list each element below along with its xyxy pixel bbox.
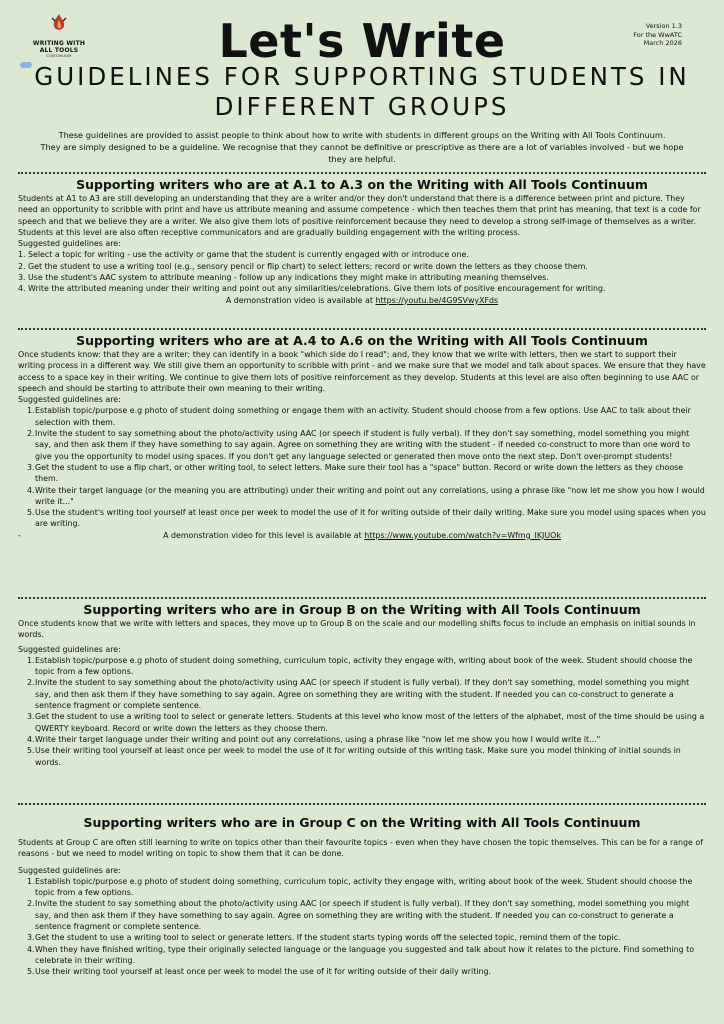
demo-video-line (18, 530, 706, 541)
list-item (18, 898, 706, 932)
list-item (18, 272, 706, 283)
demo-video-link[interactable]: https://youtu.be/4G9SVwyXFds (375, 295, 499, 305)
list-number: 4. (27, 485, 35, 495)
guidelines-list (18, 876, 706, 978)
section-paragraph: Once students know that we write with letters and spaces, they move up to Group B on the scale and our modelling shifts focus to include an emphasis on initial sounds in words. (18, 619, 696, 640)
list-number: 2. (27, 899, 35, 909)
list-number: 2. (27, 429, 35, 439)
list-number: 4. (27, 734, 35, 744)
list-item (18, 405, 706, 428)
list-number: 1. (18, 250, 26, 260)
section-heading: Supporting writers who are in Group C on the Writing with All Tools Continuum (83, 815, 641, 830)
guidelines-label: Suggested guidelines are: (18, 239, 121, 249)
demo-text: A demonstration video is available at (225, 295, 376, 305)
page-title: Let's Write (218, 14, 506, 68)
demo-video-link[interactable]: https://www.youtube.com/watch?v=Wfmg_IKJUOk (364, 530, 561, 540)
list-item-text: Use the student's AAC system to attribute meaning - follow up any indications they might make in attributing meaning themselves. (28, 273, 549, 283)
logo-line-1: WRITING WITH (32, 40, 86, 47)
guidelines-label: Suggested guidelines are: (18, 395, 121, 405)
guidelines-label: Suggested guidelines are: (18, 865, 121, 875)
list-item-text: Use their writing tool yourself at least once per week to model the use of it for writing outside of their daily writing. (35, 967, 491, 977)
list-item (18, 966, 706, 977)
section-a1-a3 (18, 177, 706, 306)
list-number: 1. (27, 406, 35, 416)
section-heading: Supporting writers who are in Group B on the Writing with All Tools Continuum (83, 602, 641, 617)
intro-line-2: They are simply designed to be a guideline. We recognise that they cannot be definitive or prescriptive as there are a lot of variables involved - but we hope they are helpful. (40, 142, 684, 164)
list-item (18, 734, 706, 745)
page-subtitle (0, 62, 724, 122)
list-number: 2. (27, 678, 35, 688)
section-divider (18, 803, 706, 805)
guidelines-list (18, 249, 706, 294)
list-item (18, 428, 706, 462)
section-divider (18, 597, 706, 599)
list-number: 5. (27, 967, 35, 977)
list-item-text: Get the student to use a flip chart, or other writing tool, to select letters. Make sure their tool has a "space" button. Record or write down the letters as they choose them. (35, 462, 684, 484)
list-item-text: Get the student to use a writing tool (e.g., sensory pencil or flip chart) to select letters; record or write down the letters as they choose them. (28, 261, 588, 271)
list-item (18, 677, 706, 711)
guidelines-list (18, 405, 706, 529)
version-date: March 2026 (643, 39, 682, 47)
section-paragraph: Students at A1 to A3 are still developing an understanding that they are a writer and/or they don't understand that there is a difference between print and picture. They need an opportunity to scribble with print and have us attribute meaning and assume competence - which then teaches them that print has meaning, that text is a code for speech and that we believe they are a writer. We also give them lots of positive reinforcement because they need to develop a strong self-image of themselves as a writer. Students at this level are also often receptive communicators and are gradually building engagement with the writing process. (18, 194, 701, 237)
section-paragraph: Once students know: that they are a writer; they can identify in a book "which side do I read"; and, they know that we write with letters, then we start to support their writing process in a different way. We still give them an opportunity to scribble with print - and we make sure that we model and talk about spaces. We ensure that they have access to a space key in their writing. We continue to give them lots of positive reinforcement as they develop. Students at this level are also often beginning to use AAC or speech and should be starting to attribute their own meaning to their writing. (18, 350, 706, 393)
subtitle-line-2: DIFFERENT GROUPS (214, 92, 510, 121)
list-number: 3. (27, 462, 35, 472)
list-item (18, 745, 706, 768)
logo-line-3: CONTINUUM (46, 54, 72, 58)
list-number: 4. (27, 944, 35, 954)
list-item-text: Get the student to use a writing tool to select or generate letters. Students at this level who know most of the letters of the alphabet, most of the time should be using a QWERTY keyboard. Record or write down the letters as they choose them. (35, 712, 705, 733)
list-item-text: Invite the student to say something about the photo/activity using AAC (or speech if student is fully verbal). If they don't say something, model something you might say, and then ask them if they have something to say again. Agree on something they are writing with the student. If needed you can co-construct to generate a sentence fragment or complete sentence. (35, 678, 690, 711)
list-item-text: Write the attributed meaning under their writing and point out any similarities/celebrations. Give them lots of positive encouragement for writing. (28, 284, 606, 294)
list-item-text: Get the student to use a writing tool to select or generate letters. If the student starts typing words off the selected topic, remind them of the topic. (35, 933, 621, 943)
list-item-text: Use their writing tool yourself at least once per week to model the use of it for writing outside of this writing task. Make sure you model thinking of initial sounds in words. (35, 746, 681, 767)
logo-line-2: ALL TOOLS (39, 47, 79, 54)
list-number: 3. (18, 273, 26, 283)
intro-line-1: These guidelines are provided to assist people to think about how to write with students in different groups on the Writing with All Tools Continuum. (58, 130, 666, 140)
list-item-text: Establish topic/purpose e.g photo of student doing something, curriculum topic, activity they engage with, writing about book of the week. Student should choose the topic from a few options. (35, 876, 693, 898)
list-item (18, 462, 706, 485)
list-item-text: When they have finished writing, type their originally selected language or the language you suggested and talk about how it relates to the picture. Find something to celebrate in their writing. (35, 944, 695, 965)
section-divider (18, 172, 706, 174)
list-item (18, 283, 706, 294)
guidelines-list (18, 655, 706, 768)
list-number: 1. (27, 876, 35, 886)
list-item (18, 261, 706, 272)
demo-video-line (18, 295, 706, 306)
list-number: 3. (27, 712, 35, 722)
version-audience: For the WwATC (633, 30, 682, 39)
list-item-text: Establish topic/purpose e.g photo of student doing something, curriculum topic, activity they engage with, writing about book of the week. Student should choose the topic from a few options. (35, 655, 693, 677)
list-item-text: Establish topic/purpose e.g photo of student doing something or engage them with an activity. Student should choose from a few options. Use AAC to talk about their selection with them. (35, 406, 691, 427)
guidelines-label: Suggested guidelines are: (18, 644, 121, 654)
list-item-text: Select a topic for writing - use the activity or game that the student is currently engaged with or introduce one. (28, 250, 469, 260)
section-heading: Supporting writers who are at A.4 to A.6 on the Writing with All Tools Continuum (76, 333, 648, 348)
demo-text: A demonstration video for this level is available at (163, 530, 365, 540)
list-item (18, 711, 706, 734)
list-item (18, 507, 706, 530)
list-item-text: Write their target language (or the meaning you are attributing) under their writing and point out any correlations, using a phrase like "now let me show you how I would write it..." (35, 485, 705, 506)
list-item-text: Invite the student to say something about the photo/activity using AAC (or speech if student is fully verbal). If they don't say something, model something you might say, and then ask them if they have something to say again. Agree on something they are writing with the student - if needed co-construct to more than one word to give you the opportunity to model using spaces. If you don't get any language selected or generated then move onto the next step. Don't over-prompt students! (35, 429, 691, 461)
list-number: 4. (18, 284, 26, 294)
section-group-b (18, 602, 706, 768)
section-a4-a6 (18, 333, 706, 541)
list-item-text: Use the student's writing tool yourself at least once per week to model the use of it for writing outside of their daily writing. Make sure you model using spaces when you are writing. (35, 508, 706, 529)
section-group-c (18, 815, 706, 978)
list-number: 5. (27, 508, 35, 518)
list-item (18, 485, 706, 508)
list-number: 2. (18, 261, 26, 271)
version-number: Version 1.3 (645, 22, 682, 30)
list-item-text: Invite the student to say something about the photo/activity using AAC (or speech if student is fully verbal). If they don't say something, model something you might say, and then ask them if they have something to say again. Agree on something they are writing with the student. If needed you can co-construct to generate a sentence fragment or complete sentence. (35, 899, 690, 932)
demo-prefix: - (18, 530, 21, 540)
list-item (18, 249, 706, 260)
list-item (18, 932, 706, 943)
section-divider (18, 328, 706, 330)
subtitle-line-1: GUIDELINES FOR SUPPORTING STUDENTS IN (34, 62, 690, 91)
intro-text (40, 129, 684, 165)
section-heading: Supporting writers who are at A.1 to A.3 on the Writing with All Tools Continuum (76, 177, 648, 192)
list-item (18, 655, 706, 678)
list-item (18, 876, 706, 899)
list-number: 3. (27, 933, 35, 943)
list-number: 5. (27, 746, 35, 756)
list-number: 1. (27, 655, 35, 665)
list-item-text: Write their target language under their writing and point out any correlations, using a phrase like "now let me show you how I would write it..." (35, 734, 601, 744)
section-paragraph: Students at Group C are often still learning to write on topics other than their favourite topics - even when they have chosen the topic themselves. This can be for a range of reasons - but we need to model writing on topic to show them that it can be done. (18, 838, 704, 859)
list-item (18, 944, 706, 967)
